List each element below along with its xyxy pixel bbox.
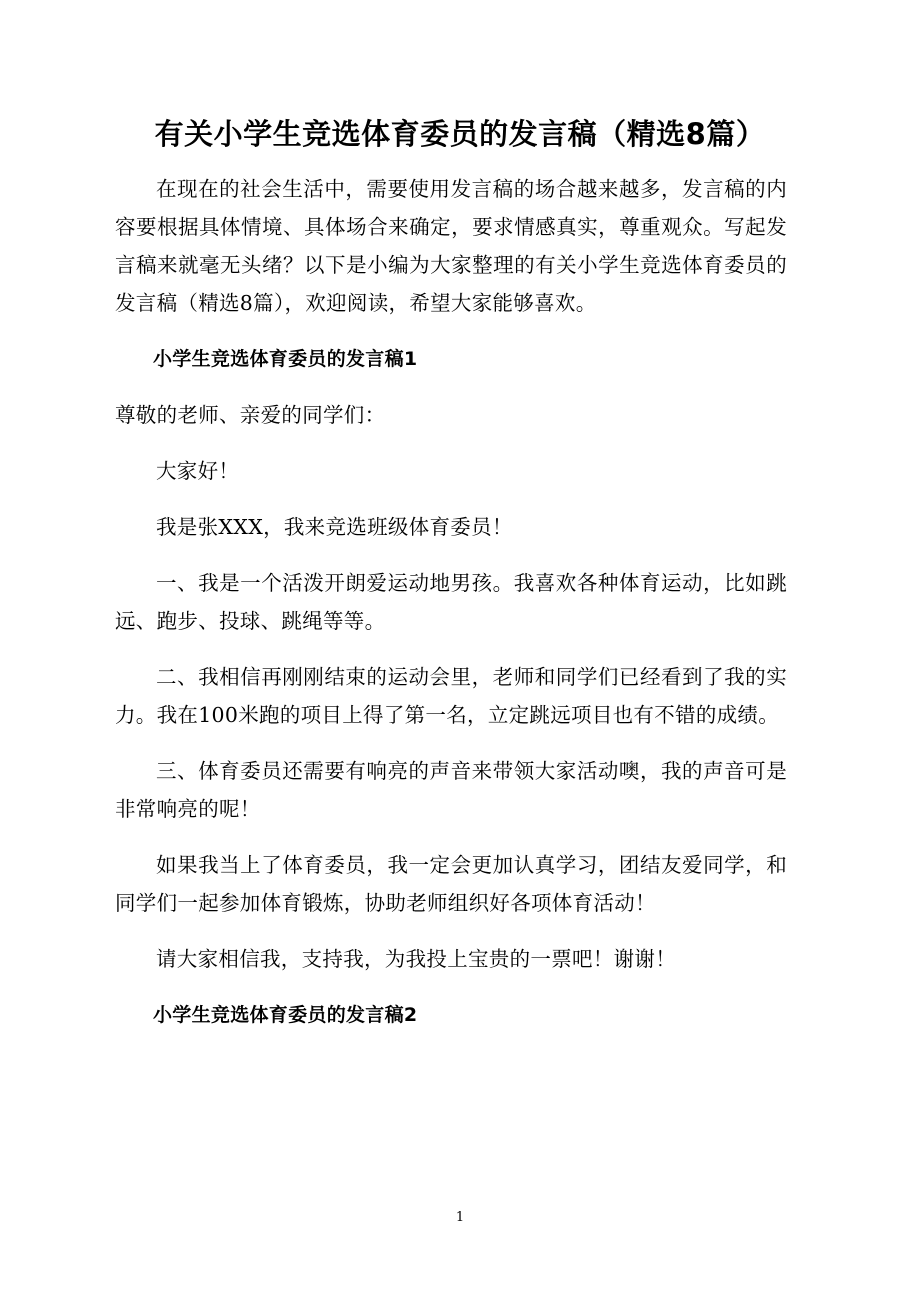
greeting: 大家好！ xyxy=(156,459,240,483)
point-one: 一、我是一个活泼开朗爱运动地男孩。我喜欢各种体育运动，比如跳远、跑步、投球、跳绳等等。 xyxy=(115,571,787,633)
salutation: 尊敬的老师、亲爱的同学们： xyxy=(115,403,386,427)
document-title: 有关小学生竞选体育委员的发言稿（精选8篇） xyxy=(154,117,766,151)
section-heading-1: 小学生竞选体育委员的发言稿1 xyxy=(153,348,418,370)
document-body xyxy=(115,170,787,1034)
closing-line: 请大家相信我，支持我，为我投上宝贵的一票吧！谢谢！ xyxy=(156,947,676,971)
point-three: 三、体育委员还需要有响亮的声音来带领大家活动噢，我的声音可是非常响亮的呢！ xyxy=(115,759,787,821)
section-heading-2: 小学生竞选体育委员的发言稿2 xyxy=(153,1004,418,1026)
page-number: 1 xyxy=(455,1210,465,1225)
intro-paragraph: 在现在的社会生活中，需要使用发言稿的场合越来越多，发言稿的内容要根据具体情境、具体场合来确定，要求情感真实，尊重观众。写起发言稿来就毫无头绪？以下是小编为大家整理的有关小学生竞选体育委员的发言稿（精选8篇），欢迎阅读，希望大家能够喜欢。 xyxy=(115,177,787,315)
self-introduction: 我是张XXX，我来竞选班级体育委员！ xyxy=(156,515,513,539)
promise-paragraph: 如果我当上了体育委员，我一定会更加认真学习，团结友爱同学，和同学们一起参加体育锻炼，协助老师组织好各项体育活动！ xyxy=(115,853,787,915)
point-two: 二、我相信再刚刚结束的运动会里，老师和同学们已经看到了我的实力。我在100米跑的项目上得了第一名，立定跳远项目也有不错的成绩。 xyxy=(115,665,787,727)
